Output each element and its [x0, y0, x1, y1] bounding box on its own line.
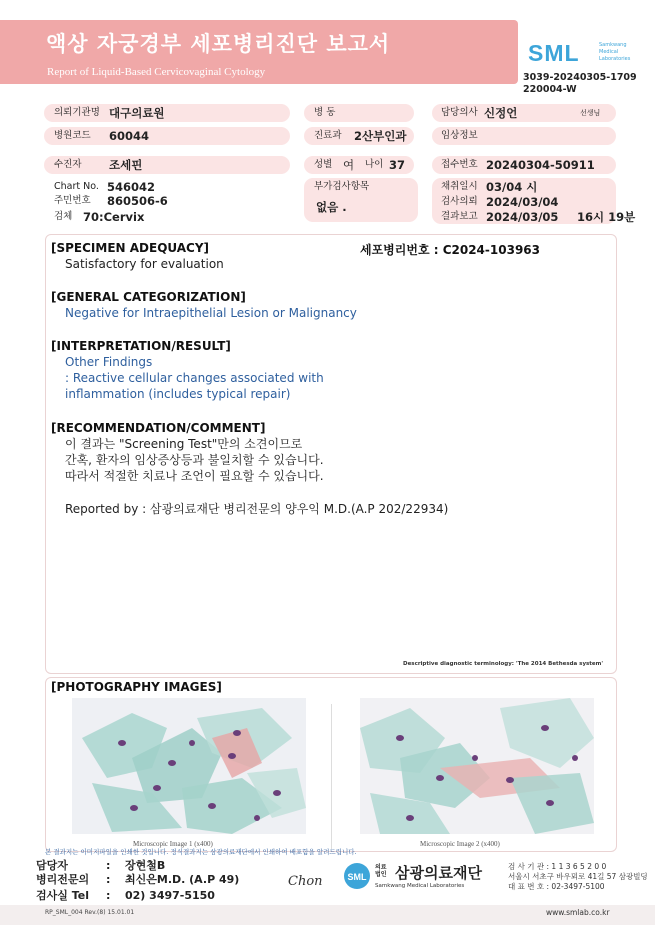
collect-label: 채취일시 [441, 181, 478, 192]
signature: Chon [288, 874, 323, 889]
sex-value: 여 [343, 158, 355, 172]
sml-logo [528, 40, 648, 70]
image-1-caption: Microscopic Image 1 (x400) [133, 840, 213, 848]
age-value: 37 [389, 158, 406, 172]
age-label: 나이 [365, 159, 384, 170]
resident-value: 860506-6 [107, 194, 168, 208]
request-label: 검사의뢰 [441, 196, 478, 207]
photo-divider [331, 704, 332, 849]
staff-label: 담당자 [36, 859, 68, 872]
recommendation-title: [RECOMMENDATION/COMMENT] [51, 421, 266, 435]
adequacy-text: Satisfactory for evaluation [65, 257, 224, 271]
receipt-label: 접수번호 [441, 159, 478, 170]
dept-label: 진료과 [314, 130, 342, 141]
hospital-code-label: 병원코드 [54, 130, 91, 141]
receipt-value: 20240304-50911 [486, 158, 595, 172]
general-text: Negative for Intraepithelial Lesion or Malignancy [65, 306, 357, 320]
interpretation-title: [INTERPRETATION/RESULT] [51, 339, 231, 353]
tel-label: 검사실 Tel [36, 889, 89, 902]
cytology-number: 세포병리번호 : C2024-103963 [360, 243, 540, 257]
website-url: www.smlab.co.kr [546, 908, 610, 917]
clinical-label: 임상정보 [441, 130, 478, 141]
svg-text:SML: SML [347, 872, 367, 882]
pathologist-label: 병리전문의 [36, 873, 90, 886]
sml-logo-word: SML [528, 40, 580, 66]
pathologist-colon: : [106, 873, 111, 886]
result-time-value: 16시 19분 [577, 210, 636, 224]
report-header [0, 20, 518, 84]
barcode-number: 3039-20240305-1709 220004-W [523, 72, 637, 95]
doctor-label: 담당의사 [441, 107, 478, 118]
institution-label: 의뢰기관명 [54, 107, 100, 118]
foundation-emblem-icon [343, 862, 371, 890]
collect-value: 03/04 시 [486, 180, 538, 194]
request-value: 2024/03/04 [486, 195, 559, 209]
recommendation-line-3: 따라서 적절한 치료나 조언이 필요할 수 있습니다. [65, 469, 324, 483]
institution-value: 대구의료원 [109, 106, 165, 120]
photo-title: [PHOTOGRAPHY IMAGES] [51, 680, 222, 694]
foundation-logo [343, 862, 503, 892]
report-subtitle: Report of Liquid-Based Cervicovaginal Cytology [47, 66, 266, 78]
bethesda-note: Descriptive diagnostic terminology: 'The 2014 Bethesda system' [403, 661, 604, 667]
doctor-suffix: 선생님 [580, 109, 601, 117]
report-title: 액상 자궁경부 세포병리진단 보고서 [46, 32, 391, 56]
recommendation-line-1: 이 결과는 "Screening Test"만의 소견이므로 [65, 437, 303, 451]
result-label: 결과보고 [441, 211, 478, 222]
sml-logo-subtext: Samkwang Medical Laboratories [599, 42, 631, 62]
foundation-prefix: 의료 법인 [375, 864, 387, 878]
examinee-label: 수진자 [54, 159, 82, 170]
doctor-value: 신정언 [484, 106, 518, 120]
chart-value: 546042 [107, 180, 156, 194]
general-title: [GENERAL CATEGORIZATION] [51, 290, 246, 304]
foundation-name: 삼광의료재단 [395, 864, 482, 882]
microscopic-image-2 [360, 698, 594, 834]
interpretation-line-3: inflammation (includes typical repair) [65, 387, 291, 401]
tel-colon: : [106, 889, 111, 902]
form-code: RP_SML_004 Rev.(8) 15.01.01 [45, 909, 135, 916]
hospital-code-value: 60044 [109, 129, 150, 143]
pathologist-value: 최신은M.D. (A.P 49) [125, 873, 240, 886]
result-date-value: 2024/03/05 [486, 210, 559, 224]
ward-label: 병 동 [314, 107, 336, 118]
specimen-label: 검체 [54, 211, 73, 222]
additional-label: 부가검사항목 [314, 181, 370, 192]
microscopic-image-1 [72, 698, 306, 834]
specimen-value: 70:Cervix [83, 210, 145, 224]
print-notice: 본 결과지는 이미지파일을 인쇄한 것입니다. 정식결과지는 삼광의료재단에서 인쇄하여 배포함을 알려드립니다. [45, 848, 357, 856]
lab-info: 검 사 기 관 : 1 1 3 6 5 2 0 0 서울시 서초구 바우뫼로 41길 57 삼광빌딩 대 표 번 호 : 02-3497-5100 [508, 862, 648, 891]
image-2-caption: Microscopic Image 2 (x400) [420, 840, 500, 848]
resident-label: 주민번호 [54, 195, 91, 206]
interpretation-line-1: Other Findings [65, 355, 153, 369]
adequacy-title: [SPECIMEN ADEQUACY] [51, 241, 210, 255]
dept-value: 2산부인과 [354, 129, 407, 143]
reported-by: Reported by : 삼광의료재단 병리전문의 양우익 M.D.(A.P 202/22934) [65, 502, 449, 516]
tel-value: 02) 3497-5150 [125, 889, 215, 902]
staff-value: 장현철B [125, 859, 166, 872]
staff-colon: : [106, 859, 111, 872]
recommendation-line-2: 간혹, 환자의 임상증상등과 불일치할 수 있습니다. [65, 453, 324, 467]
interpretation-line-2: : Reactive cellular changes associated with [65, 371, 324, 385]
foundation-english: Samkwang Medical Laboratories [375, 883, 465, 889]
examinee-value: 조세핀 [109, 158, 143, 172]
additional-value: 없음 . [316, 200, 347, 214]
chart-label: Chart No. [54, 181, 99, 192]
sex-label: 성별 [314, 159, 333, 170]
